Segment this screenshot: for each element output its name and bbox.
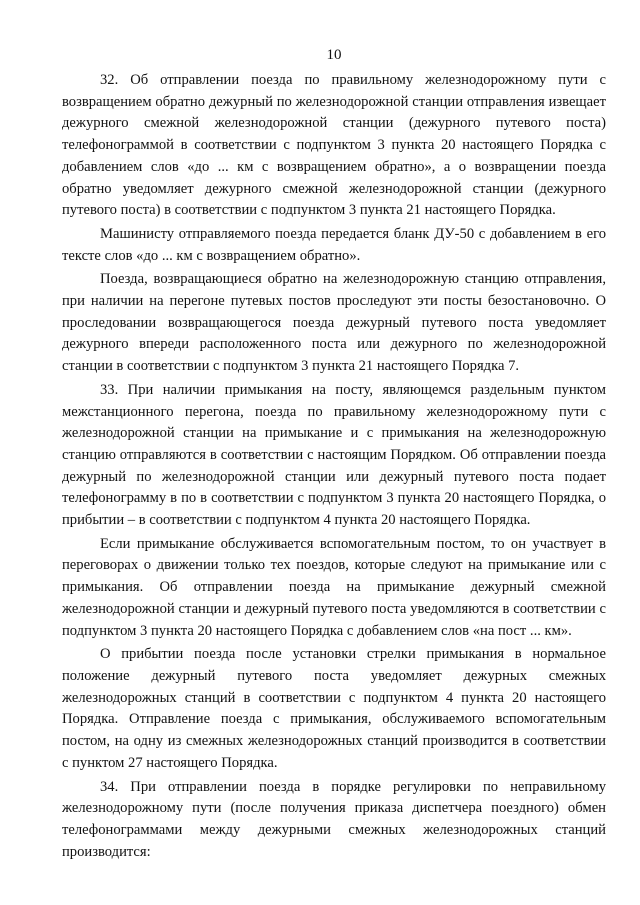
document-body [62,70,606,863]
paragraph-returning-trains: Поезда, возвращающиеся обратно на железнодорожную станцию отправления, при наличии на перегоне путевых постов проследуют эти посты безостановочно. О проследовании возвращающегося поезда дежурный путевого поста уведомляет дежурного впереди расположенного поста или дежурного по железнодорожной станции в соответствии с подпунктом 3 пункта 21 настоящего Порядка 7. [62,271,606,375]
paragraph-32: 32. Об отправлении поезда по правильному железнодорожному пути с возвращением обратно дежурный по железнодорожной станции отправления извещает дежурного смежной железнодорожной станции (дежурного путевого поста) телефонограммой в соответствии с подпунктом 3 пункта 20 настоящего Порядка с добавлением слов «до ... км с возвращением обратно», а о возвращении поезда обратно уведомляет дежурного смежной железнодорожной станции (дежурного путевого поста) в соответствии с подпунктом 3 пункта 21 настоящего Порядка. [62,72,606,219]
paragraph-34: 34. При отправлении поезда в порядке регулировки по неправильному железнодорожному пути (после получения приказа диспетчера поездного) обмен телефонограммами между дежурными смежных железнодорожных станций производится: [62,778,606,860]
paragraph-du50: Машинисту отправляемого поезда передается бланк ДУ-50 с добавлением в его тексте слов «до ... км с возвращением обратно». [62,225,606,264]
page-number: 10 [326,47,342,63]
paragraph-arrival-junction: О прибытии поезда после установки стрелки примыкания в нормальное положение дежурный путевого поста уведомляет дежурных смежных железнодорожных станций в соответствии с подпунктом 4 пункта 20 настоящего Порядка. Отправление поезда с примыкания, обслуживаемого вспомогательным постом, на одну из смежных железнодорожных станций производится в соответствии с пунктом 27 настоящего Порядка. [62,646,606,771]
paragraph-33: 33. При наличии примыкания на посту, являющемся раздельным пунктом межстанционного перегона, поезда по правильному железнодорожному пути с железнодорожной станции на примыкание и с примыкания на железнодорожную станцию отправляются в соответствии с настоящим Порядком. Об отправлении поезда дежурный по железнодорожной станции или дежурный путевого поста подает телефонограмму в по в соответствии с подпунктом 3 пункта 20 настоящего Порядка, о прибытии – в соответствии с подпунктом 4 пункта 20 настоящего Порядка. [62,381,606,529]
paragraph-auxiliary-post: Если примыкание обслуживается вспомогательным постом, то он участвует в переговорах о движении только тех поездов, которые следуют на примыкание или с примыкания. Об отправлении поезда на примыкание дежурный смежной железнодорожной станции и дежурный путевого поста уведомляются в соответствии с подпунктом 3 пункта 20 настоящего Порядка с добавлением слов «на пост ... км». [62,535,606,639]
